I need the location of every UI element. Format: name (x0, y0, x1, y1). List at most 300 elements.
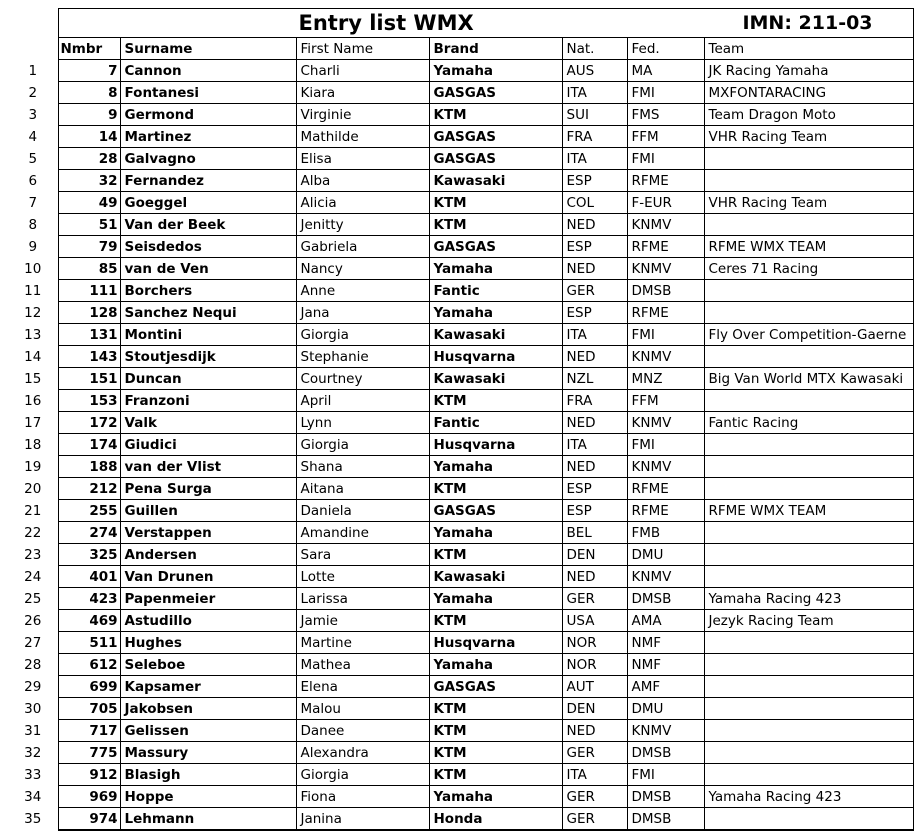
rider-federation: DMU (627, 544, 704, 566)
row-index: 24 (8, 566, 58, 588)
row-index: 20 (8, 478, 58, 500)
table-row (8, 808, 913, 831)
header-brand: Brand (429, 38, 562, 60)
row-index: 21 (8, 500, 58, 522)
rider-nationality: ITA (562, 434, 627, 456)
table-row (8, 324, 913, 346)
rider-team (704, 280, 913, 302)
rider-number: 174 (58, 434, 120, 456)
rider-federation: AMA (627, 610, 704, 632)
rider-first-name: Shana (296, 456, 429, 478)
table-row (8, 698, 913, 720)
rider-federation: FMS (627, 104, 704, 126)
rider-brand: GASGAS (429, 500, 562, 522)
rider-nationality: ESP (562, 478, 627, 500)
rider-surname: Kapsamer (120, 676, 296, 698)
row-index: 13 (8, 324, 58, 346)
rider-federation: MNZ (627, 368, 704, 390)
rider-team (704, 566, 913, 588)
rider-number: 188 (58, 456, 120, 478)
rider-brand: KTM (429, 720, 562, 742)
rider-team (704, 148, 913, 170)
row-index: 12 (8, 302, 58, 324)
rider-first-name: Jenitty (296, 214, 429, 236)
rider-federation: FMI (627, 148, 704, 170)
table-row (8, 720, 913, 742)
rider-first-name: Mathea (296, 654, 429, 676)
rider-team (704, 764, 913, 786)
rider-first-name: Mathilde (296, 126, 429, 148)
rider-number: 325 (58, 544, 120, 566)
rider-surname: van de Ven (120, 258, 296, 280)
rider-brand: GASGAS (429, 676, 562, 698)
rider-number: 151 (58, 368, 120, 390)
rider-nationality: GER (562, 280, 627, 302)
row-index: 18 (8, 434, 58, 456)
rider-first-name: Courtney (296, 368, 429, 390)
rider-nationality: GER (562, 588, 627, 610)
row-index: 31 (8, 720, 58, 742)
rider-team: JK Racing Yamaha (704, 60, 913, 82)
rider-surname: Hoppe (120, 786, 296, 808)
rider-brand: Yamaha (429, 60, 562, 82)
rider-nationality: FRA (562, 390, 627, 412)
rider-number: 28 (58, 148, 120, 170)
header-nmbr: Nmbr (58, 38, 120, 60)
rider-brand: KTM (429, 764, 562, 786)
rider-number: 51 (58, 214, 120, 236)
row-index: 16 (8, 390, 58, 412)
rider-nationality: NOR (562, 632, 627, 654)
rider-number: 274 (58, 522, 120, 544)
rider-nationality: NED (562, 346, 627, 368)
rider-federation: DMSB (627, 742, 704, 764)
rider-number: 974 (58, 808, 120, 831)
rider-team: Big Van World MTX Kawasaki (704, 368, 913, 390)
rider-federation: RFME (627, 236, 704, 258)
rider-brand: KTM (429, 544, 562, 566)
rider-first-name: Giorgia (296, 434, 429, 456)
table-row (8, 148, 913, 170)
rider-surname: Germond (120, 104, 296, 126)
rider-nationality: NOR (562, 654, 627, 676)
rider-brand: Yamaha (429, 258, 562, 280)
rider-federation: DMSB (627, 808, 704, 831)
entry-list-table (8, 8, 914, 831)
rider-first-name: Stephanie (296, 346, 429, 368)
rider-nationality: ESP (562, 170, 627, 192)
rider-federation: FMI (627, 324, 704, 346)
rider-brand: Fantic (429, 280, 562, 302)
rider-team (704, 214, 913, 236)
header-fed: Fed. (627, 38, 704, 60)
rider-federation: KNMV (627, 258, 704, 280)
rider-federation: RFME (627, 478, 704, 500)
row-index: 34 (8, 786, 58, 808)
row-index: 33 (8, 764, 58, 786)
row-index: 23 (8, 544, 58, 566)
rider-number: 401 (58, 566, 120, 588)
rider-brand: GASGAS (429, 126, 562, 148)
rider-number: 111 (58, 280, 120, 302)
table-row (8, 280, 913, 302)
rider-brand: Husqvarna (429, 434, 562, 456)
rider-number: 172 (58, 412, 120, 434)
rider-first-name: Anne (296, 280, 429, 302)
rider-number: 255 (58, 500, 120, 522)
rider-federation: RFME (627, 302, 704, 324)
row-index: 10 (8, 258, 58, 280)
rider-brand: Husqvarna (429, 632, 562, 654)
row-index: 17 (8, 412, 58, 434)
row-index: 5 (8, 148, 58, 170)
rider-brand: KTM (429, 104, 562, 126)
rider-first-name: Jana (296, 302, 429, 324)
table-row (8, 610, 913, 632)
header-row (8, 38, 913, 60)
rider-surname: Pena Surga (120, 478, 296, 500)
rider-first-name: Malou (296, 698, 429, 720)
rider-team (704, 654, 913, 676)
rider-brand: Yamaha (429, 302, 562, 324)
rider-surname: Duncan (120, 368, 296, 390)
rider-first-name: Larissa (296, 588, 429, 610)
rider-nationality: NZL (562, 368, 627, 390)
rider-first-name: Danee (296, 720, 429, 742)
rider-federation: MA (627, 60, 704, 82)
rider-surname: Astudillo (120, 610, 296, 632)
rider-surname: Fernandez (120, 170, 296, 192)
rider-number: 131 (58, 324, 120, 346)
rider-surname: Hughes (120, 632, 296, 654)
row-index: 29 (8, 676, 58, 698)
row-index: 14 (8, 346, 58, 368)
rider-brand: GASGAS (429, 82, 562, 104)
table-row (8, 104, 913, 126)
rider-number: 32 (58, 170, 120, 192)
rider-number: 969 (58, 786, 120, 808)
rider-first-name: Amandine (296, 522, 429, 544)
rider-first-name: Aitana (296, 478, 429, 500)
rider-federation: NMF (627, 654, 704, 676)
row-index: 19 (8, 456, 58, 478)
rider-team (704, 478, 913, 500)
rider-number: 912 (58, 764, 120, 786)
rider-first-name: Kiara (296, 82, 429, 104)
rider-federation: AMF (627, 676, 704, 698)
rider-number: 49 (58, 192, 120, 214)
rider-team: Ceres 71 Racing (704, 258, 913, 280)
rider-team: Jezyk Racing Team (704, 610, 913, 632)
rider-federation: RFME (627, 500, 704, 522)
rider-team: VHR Racing Team (704, 126, 913, 148)
rider-team: Team Dragon Moto (704, 104, 913, 126)
rider-brand: Yamaha (429, 786, 562, 808)
rider-first-name: Elena (296, 676, 429, 698)
rider-federation: DMSB (627, 280, 704, 302)
rider-federation: FFM (627, 126, 704, 148)
rider-team: RFME WMX TEAM (704, 500, 913, 522)
title-row (8, 9, 913, 38)
rider-team: VHR Racing Team (704, 192, 913, 214)
table-row (8, 632, 913, 654)
row-index: 4 (8, 126, 58, 148)
rider-nationality: ITA (562, 324, 627, 346)
rider-brand: Yamaha (429, 588, 562, 610)
row-index: 6 (8, 170, 58, 192)
imn-code: IMN: 211-03 (742, 12, 873, 34)
rider-nationality: FRA (562, 126, 627, 148)
rider-team (704, 808, 913, 831)
rider-number: 511 (58, 632, 120, 654)
rider-nationality: ESP (562, 302, 627, 324)
table-row (8, 390, 913, 412)
rider-brand: KTM (429, 478, 562, 500)
rider-nationality: NED (562, 214, 627, 236)
rider-nationality: GER (562, 742, 627, 764)
table-row (8, 82, 913, 104)
header-surname: Surname (120, 38, 296, 60)
table-row (8, 170, 913, 192)
table-row (8, 412, 913, 434)
rider-first-name: Fiona (296, 786, 429, 808)
rider-team (704, 676, 913, 698)
rider-team (704, 720, 913, 742)
rider-surname: Giudici (120, 434, 296, 456)
rider-surname: Papenmeier (120, 588, 296, 610)
rider-nationality: BEL (562, 522, 627, 544)
rider-team (704, 742, 913, 764)
rider-team (704, 544, 913, 566)
rider-surname: Sanchez Nequi (120, 302, 296, 324)
rider-first-name: Martine (296, 632, 429, 654)
rider-first-name: Alicia (296, 192, 429, 214)
rider-team (704, 522, 913, 544)
header-nat: Nat. (562, 38, 627, 60)
rider-federation: KNMV (627, 214, 704, 236)
rider-federation: FFM (627, 390, 704, 412)
row-index: 2 (8, 82, 58, 104)
document-title: Entry list WMX (298, 11, 474, 35)
table-row (8, 346, 913, 368)
rider-federation: F-EUR (627, 192, 704, 214)
row-index: 22 (8, 522, 58, 544)
rider-first-name: Alba (296, 170, 429, 192)
rider-surname: Seisdedos (120, 236, 296, 258)
rider-brand: Yamaha (429, 654, 562, 676)
rider-number: 699 (58, 676, 120, 698)
rider-federation: DMU (627, 698, 704, 720)
rider-team: Fly Over Competition-Gaerne (704, 324, 913, 346)
rider-first-name: Sara (296, 544, 429, 566)
rider-team (704, 434, 913, 456)
table-row (8, 236, 913, 258)
rider-first-name: Daniela (296, 500, 429, 522)
rider-surname: van der Vlist (120, 456, 296, 478)
table-row (8, 500, 913, 522)
rider-brand: Kawasaki (429, 324, 562, 346)
table-row (8, 302, 913, 324)
rider-federation: FMB (627, 522, 704, 544)
rider-team (704, 698, 913, 720)
rider-nationality: COL (562, 192, 627, 214)
rider-number: 775 (58, 742, 120, 764)
rider-surname: Andersen (120, 544, 296, 566)
rider-brand: KTM (429, 610, 562, 632)
rider-team (704, 346, 913, 368)
rider-number: 14 (58, 126, 120, 148)
rider-nationality: AUT (562, 676, 627, 698)
rider-nationality: AUS (562, 60, 627, 82)
rider-team: RFME WMX TEAM (704, 236, 913, 258)
rider-first-name: April (296, 390, 429, 412)
rider-federation: KNMV (627, 566, 704, 588)
rider-number: 153 (58, 390, 120, 412)
rider-first-name: Elisa (296, 148, 429, 170)
rider-first-name: Lotte (296, 566, 429, 588)
table-row (8, 654, 913, 676)
table-row (8, 588, 913, 610)
rider-number: 717 (58, 720, 120, 742)
row-index: 1 (8, 60, 58, 82)
rider-number: 7 (58, 60, 120, 82)
rider-surname: Fontanesi (120, 82, 296, 104)
rider-federation: KNMV (627, 346, 704, 368)
table-row (8, 566, 913, 588)
rider-first-name: Nancy (296, 258, 429, 280)
row-index: 32 (8, 742, 58, 764)
rider-surname: Lehmann (120, 808, 296, 831)
rider-team: Fantic Racing (704, 412, 913, 434)
title-spacer (8, 9, 58, 38)
rider-nationality: DEN (562, 544, 627, 566)
rider-surname: Massury (120, 742, 296, 764)
rider-federation: FMI (627, 82, 704, 104)
rider-federation: KNMV (627, 720, 704, 742)
table-row (8, 126, 913, 148)
rider-number: 423 (58, 588, 120, 610)
rider-brand: Kawasaki (429, 170, 562, 192)
table-row (8, 478, 913, 500)
table-row (8, 544, 913, 566)
rider-brand: GASGAS (429, 148, 562, 170)
rider-surname: Van der Beek (120, 214, 296, 236)
row-index: 25 (8, 588, 58, 610)
rider-number: 212 (58, 478, 120, 500)
rider-brand: Honda (429, 808, 562, 831)
table-row (8, 434, 913, 456)
table-row (8, 456, 913, 478)
rider-surname: Montini (120, 324, 296, 346)
rider-federation: KNMV (627, 412, 704, 434)
rider-nationality: NED (562, 412, 627, 434)
header-team: Team (704, 38, 913, 60)
rider-federation: DMSB (627, 588, 704, 610)
rider-surname: Guillen (120, 500, 296, 522)
rider-nationality: DEN (562, 698, 627, 720)
rider-surname: Seleboe (120, 654, 296, 676)
title-banner (58, 9, 913, 38)
rider-brand: KTM (429, 214, 562, 236)
rider-brand: Fantic (429, 412, 562, 434)
header-index-spacer (8, 38, 58, 60)
rider-federation: FMI (627, 764, 704, 786)
table-row (8, 368, 913, 390)
rider-brand: Kawasaki (429, 368, 562, 390)
rider-nationality: SUI (562, 104, 627, 126)
table-row (8, 764, 913, 786)
rider-nationality: GER (562, 808, 627, 831)
table-row (8, 214, 913, 236)
table-row (8, 786, 913, 808)
row-index: 26 (8, 610, 58, 632)
rider-federation: KNMV (627, 456, 704, 478)
rider-nationality: ESP (562, 236, 627, 258)
rider-first-name: Lynn (296, 412, 429, 434)
row-index: 3 (8, 104, 58, 126)
rider-first-name: Janina (296, 808, 429, 831)
rider-number: 8 (58, 82, 120, 104)
rider-first-name: Giorgia (296, 324, 429, 346)
rider-team (704, 390, 913, 412)
table-row (8, 742, 913, 764)
rider-federation: NMF (627, 632, 704, 654)
row-index: 35 (8, 808, 58, 831)
rider-number: 705 (58, 698, 120, 720)
rider-surname: Martinez (120, 126, 296, 148)
rider-nationality: ESP (562, 500, 627, 522)
table-row (8, 60, 913, 82)
rider-team (704, 170, 913, 192)
rider-nationality: ITA (562, 764, 627, 786)
rider-first-name: Jamie (296, 610, 429, 632)
rider-number: 143 (58, 346, 120, 368)
rider-number: 469 (58, 610, 120, 632)
rider-nationality: ITA (562, 148, 627, 170)
rider-surname: Franzoni (120, 390, 296, 412)
rider-nationality: USA (562, 610, 627, 632)
rider-brand: KTM (429, 192, 562, 214)
rider-team: Yamaha Racing 423 (704, 786, 913, 808)
rider-surname: Blasigh (120, 764, 296, 786)
rider-first-name: Charli (296, 60, 429, 82)
rider-surname: Borchers (120, 280, 296, 302)
rider-surname: Goeggel (120, 192, 296, 214)
rider-surname: Valk (120, 412, 296, 434)
rider-brand: Yamaha (429, 522, 562, 544)
row-index: 28 (8, 654, 58, 676)
header-first-name: First Name (296, 38, 429, 60)
rider-surname: Stoutjesdijk (120, 346, 296, 368)
table-row (8, 522, 913, 544)
rider-brand: KTM (429, 742, 562, 764)
rider-team: MXFONTARACING (704, 82, 913, 104)
rider-brand: KTM (429, 390, 562, 412)
rider-surname: Gelissen (120, 720, 296, 742)
rider-nationality: GER (562, 786, 627, 808)
rider-team (704, 302, 913, 324)
rider-brand: Yamaha (429, 456, 562, 478)
rider-surname: Cannon (120, 60, 296, 82)
rider-first-name: Giorgia (296, 764, 429, 786)
rider-number: 612 (58, 654, 120, 676)
rider-first-name: Alexandra (296, 742, 429, 764)
rider-team (704, 456, 913, 478)
row-index: 7 (8, 192, 58, 214)
rider-nationality: NED (562, 720, 627, 742)
rider-surname: Verstappen (120, 522, 296, 544)
rider-team: Yamaha Racing 423 (704, 588, 913, 610)
